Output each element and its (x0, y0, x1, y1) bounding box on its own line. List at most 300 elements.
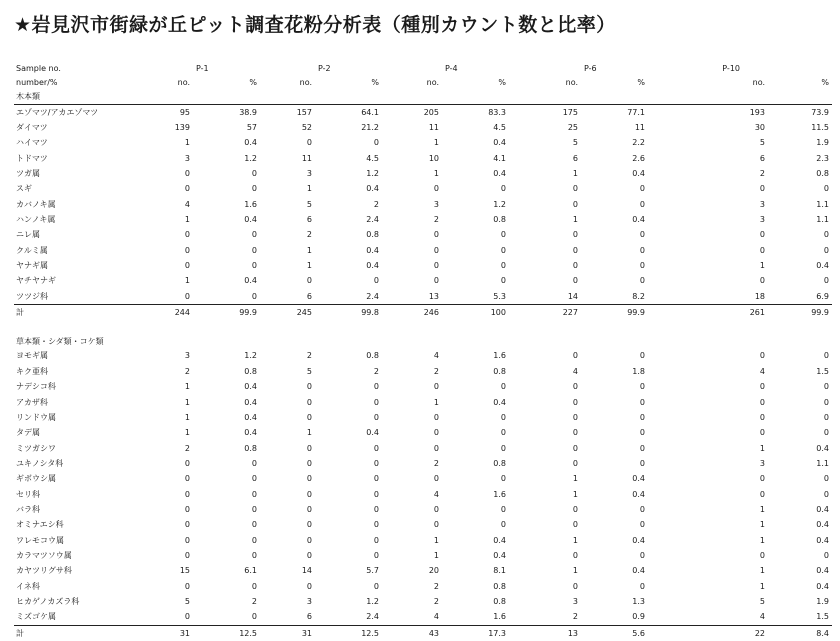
count-cell: 5 (509, 136, 581, 151)
percent-cell: 0.4 (768, 518, 832, 533)
row-label: ギボウシ属 (14, 472, 138, 487)
count-cell: 0 (382, 472, 442, 487)
percent-cell: 0 (315, 487, 382, 502)
table-row (14, 610, 832, 626)
count-cell: 0 (138, 243, 193, 258)
count-cell: 4 (648, 610, 768, 626)
percent-cell: 0.4 (768, 579, 832, 594)
table-row (14, 456, 832, 471)
percent-cell: 0 (442, 441, 509, 456)
count-cell: 0 (509, 518, 581, 533)
sample-no-label: Sample no. (14, 62, 138, 76)
pollen-table (14, 62, 832, 641)
count-cell: 0 (509, 349, 581, 364)
percent-cell: 0.4 (315, 182, 382, 197)
table-row (14, 380, 832, 395)
row-label: トドマツ (14, 151, 138, 166)
percent-cell: 4.1 (442, 151, 509, 166)
count-cell: 10 (382, 151, 442, 166)
percent-cell: 0.4 (193, 136, 260, 151)
row-label: カラマツソウ属 (14, 548, 138, 563)
count-cell: 2 (648, 166, 768, 181)
count-cell: 0 (138, 610, 193, 626)
percent-cell: 0.4 (768, 258, 832, 273)
percent-cell: 0 (315, 380, 382, 395)
count-cell: 31 (138, 626, 193, 641)
count-cell: 2 (138, 441, 193, 456)
header-row-samples (14, 62, 832, 76)
percent-cell: 64.1 (315, 105, 382, 121)
count-cell: 0 (648, 395, 768, 410)
percent-cell: 0 (768, 380, 832, 395)
row-label: バラ科 (14, 502, 138, 517)
count-cell: 0 (138, 502, 193, 517)
percent-cell: 0.4 (581, 533, 648, 548)
percent-cell: 0 (581, 258, 648, 273)
row-label: ナデシコ科 (14, 380, 138, 395)
count-cell: 31 (260, 626, 315, 641)
count-cell: 0 (648, 487, 768, 502)
percent-cell: 0.8 (442, 594, 509, 609)
percent-cell: 0 (193, 533, 260, 548)
count-cell: 13 (509, 626, 581, 641)
percent-cell: 0 (442, 243, 509, 258)
percent-cell: 1.1 (768, 197, 832, 212)
percent-cell: 0 (768, 410, 832, 425)
count-cell: 3 (138, 349, 193, 364)
count-cell: 0 (509, 380, 581, 395)
percent-cell: 1.6 (193, 197, 260, 212)
row-label: カバノキ属 (14, 197, 138, 212)
count-cell: 0 (648, 243, 768, 258)
percent-cell: 6.1 (193, 564, 260, 579)
table-row (14, 548, 832, 563)
percent-cell: 2 (193, 594, 260, 609)
percent-cell: 0.4 (768, 533, 832, 548)
count-cell: 0 (260, 441, 315, 456)
count-cell: 0 (382, 243, 442, 258)
percent-cell: 4.5 (442, 120, 509, 135)
count-cell: 0 (260, 410, 315, 425)
sample-p10-label: P-10 (648, 62, 768, 76)
table-row (14, 197, 832, 212)
count-cell: 1 (648, 518, 768, 533)
count-cell: 0 (382, 228, 442, 243)
count-cell: 0 (260, 579, 315, 594)
percent-cell: 0 (768, 228, 832, 243)
percent-cell: 1.2 (193, 151, 260, 166)
percent-cell: 0 (442, 518, 509, 533)
count-cell: 1 (382, 166, 442, 181)
percent-cell: 0 (315, 441, 382, 456)
percent-cell: 83.3 (442, 105, 509, 121)
percent-cell: 0.4 (193, 380, 260, 395)
percent-cell: 0.4 (193, 426, 260, 441)
count-cell: 0 (509, 426, 581, 441)
count-cell: 4 (382, 487, 442, 502)
table-row (14, 518, 832, 533)
percent-cell: 0.4 (581, 472, 648, 487)
percent-cell: 0 (315, 533, 382, 548)
percent-cell: 0 (193, 502, 260, 517)
table-row (14, 105, 832, 121)
percent-cell: 0.8 (315, 349, 382, 364)
row-label: タデ属 (14, 426, 138, 441)
percent-cell: 1.5 (768, 364, 832, 379)
percent-cell: 0.8 (315, 228, 382, 243)
row-label: 計 (14, 305, 138, 321)
percent-cell: 0 (581, 441, 648, 456)
count-cell: 4 (382, 610, 442, 626)
table-row (14, 258, 832, 273)
percent-cell: 0.4 (768, 441, 832, 456)
percent-cell: 0.8 (442, 579, 509, 594)
count-cell: 244 (138, 305, 193, 321)
percent-cell: 0 (193, 182, 260, 197)
percent-cell: 99.9 (193, 305, 260, 321)
percent-cell: 0 (581, 274, 648, 289)
percent-cell: 57 (193, 120, 260, 135)
count-cell: 3 (648, 197, 768, 212)
count-cell: 52 (260, 120, 315, 135)
table-row (14, 410, 832, 425)
row-label: ユキノシタ科 (14, 456, 138, 471)
row-label: 計 (14, 626, 138, 641)
count-cell: 0 (382, 410, 442, 425)
percent-cell: 1.9 (768, 136, 832, 151)
count-cell: 3 (382, 197, 442, 212)
count-cell: 0 (648, 472, 768, 487)
percent-cell: 0 (193, 166, 260, 181)
count-cell: 4 (382, 349, 442, 364)
percent-cell: 0 (581, 349, 648, 364)
section-label-herbs: 草本類・シダ類・コケ類 (14, 335, 138, 349)
percent-cell: 0 (768, 426, 832, 441)
row-label: ミツガシワ (14, 441, 138, 456)
percent-cell: 17.3 (442, 626, 509, 641)
percent-cell: 2 (315, 197, 382, 212)
count-cell: 0 (260, 533, 315, 548)
count-cell: 25 (509, 120, 581, 135)
count-cell: 5 (648, 136, 768, 151)
col-pct-label: % (581, 76, 648, 90)
count-cell: 0 (260, 380, 315, 395)
count-cell: 11 (382, 120, 442, 135)
table-row (14, 364, 832, 379)
count-cell: 1 (382, 548, 442, 563)
percent-cell: 0.4 (442, 166, 509, 181)
count-cell: 5 (138, 594, 193, 609)
count-cell: 2 (382, 579, 442, 594)
row-label: スギ (14, 182, 138, 197)
percent-cell: 0 (193, 456, 260, 471)
percent-cell: 0.4 (193, 212, 260, 227)
table-row (14, 274, 832, 289)
row-label: ダイマツ (14, 120, 138, 135)
percent-cell: 0 (442, 502, 509, 517)
percent-cell: 4.5 (315, 151, 382, 166)
col-pct-label: % (315, 76, 382, 90)
count-cell: 0 (138, 533, 193, 548)
count-cell: 0 (138, 487, 193, 502)
percent-cell: 2.6 (581, 151, 648, 166)
count-cell: 2 (138, 364, 193, 379)
row-label: エゾマツ/アカエゾマツ (14, 105, 138, 121)
count-cell: 5 (260, 364, 315, 379)
table-row (14, 228, 832, 243)
count-cell: 2 (260, 228, 315, 243)
count-cell: 0 (648, 380, 768, 395)
percent-cell: 0 (581, 456, 648, 471)
percent-cell: 1.9 (768, 594, 832, 609)
count-cell: 227 (509, 305, 581, 321)
percent-cell: 2.4 (315, 289, 382, 305)
count-cell: 1 (509, 472, 581, 487)
percent-cell: 0.8 (442, 212, 509, 227)
percent-cell: 0.4 (315, 426, 382, 441)
count-cell: 18 (648, 289, 768, 305)
count-cell: 1 (260, 243, 315, 258)
percent-cell: 0 (768, 395, 832, 410)
count-cell: 0 (260, 274, 315, 289)
row-label: リンドウ属 (14, 410, 138, 425)
percent-cell: 0 (193, 258, 260, 273)
count-cell: 0 (260, 518, 315, 533)
count-cell: 0 (509, 243, 581, 258)
table-body (14, 62, 832, 641)
percent-cell: 1.5 (768, 610, 832, 626)
count-cell: 1 (509, 487, 581, 502)
col-pct-label: % (193, 76, 260, 90)
percent-cell: 0.4 (581, 212, 648, 227)
count-cell: 0 (260, 548, 315, 563)
count-cell: 0 (648, 548, 768, 563)
count-cell: 0 (509, 274, 581, 289)
percent-cell: 0 (442, 228, 509, 243)
percent-cell: 0 (581, 243, 648, 258)
count-cell: 0 (648, 228, 768, 243)
count-cell: 139 (138, 120, 193, 135)
count-cell: 2 (382, 364, 442, 379)
percent-cell: 1.2 (442, 197, 509, 212)
col-no-label: no. (382, 76, 442, 90)
count-cell: 0 (509, 410, 581, 425)
count-cell: 5 (648, 594, 768, 609)
count-cell: 175 (509, 105, 581, 121)
row-label: アカザ科 (14, 395, 138, 410)
count-cell: 0 (509, 182, 581, 197)
count-cell: 0 (509, 228, 581, 243)
percent-cell: 0 (315, 579, 382, 594)
table-row (14, 579, 832, 594)
count-cell: 1 (648, 533, 768, 548)
percent-cell: 0 (315, 136, 382, 151)
col-no-label: no. (260, 76, 315, 90)
count-cell: 0 (382, 502, 442, 517)
count-cell: 1 (648, 258, 768, 273)
row-label: カヤツリグサ科 (14, 564, 138, 579)
count-cell: 0 (138, 518, 193, 533)
count-cell: 6 (648, 151, 768, 166)
count-cell: 0 (648, 410, 768, 425)
table-row (14, 594, 832, 609)
percent-cell: 0.4 (315, 243, 382, 258)
count-cell: 2 (382, 456, 442, 471)
percent-cell: 0 (193, 487, 260, 502)
percent-cell: 0.4 (442, 533, 509, 548)
table-row (14, 212, 832, 227)
count-cell: 1 (648, 564, 768, 579)
count-cell: 11 (260, 151, 315, 166)
count-cell: 1 (382, 136, 442, 151)
count-cell: 14 (260, 564, 315, 579)
percent-cell: 0 (315, 274, 382, 289)
percent-cell: 100 (442, 305, 509, 321)
count-cell: 20 (382, 564, 442, 579)
percent-cell: 0 (768, 548, 832, 563)
percent-cell: 1.3 (581, 594, 648, 609)
percent-cell: 0.4 (315, 258, 382, 273)
sample-p2-label: P-2 (315, 62, 382, 76)
percent-cell: 0.8 (768, 166, 832, 181)
row-label: ツツジ科 (14, 289, 138, 305)
count-cell: 0 (509, 258, 581, 273)
count-cell: 0 (138, 166, 193, 181)
row-label: オミナエシ科 (14, 518, 138, 533)
count-cell: 3 (648, 456, 768, 471)
sample-p6-label: P-6 (581, 62, 648, 76)
percent-cell: 0 (581, 410, 648, 425)
percent-cell: 1.1 (768, 212, 832, 227)
count-cell: 2 (382, 212, 442, 227)
percent-cell: 2.3 (768, 151, 832, 166)
percent-cell: 0.9 (581, 610, 648, 626)
total-row (14, 305, 832, 321)
row-label: キク亜科 (14, 364, 138, 379)
percent-cell: 6.9 (768, 289, 832, 305)
percent-cell: 0 (193, 579, 260, 594)
count-cell: 1 (260, 426, 315, 441)
count-cell: 205 (382, 105, 442, 121)
percent-cell: 0 (315, 502, 382, 517)
count-cell: 0 (509, 579, 581, 594)
row-label: ハイマツ (14, 136, 138, 151)
count-cell: 22 (648, 626, 768, 641)
number-pct-label: number/% (14, 76, 138, 90)
count-cell: 0 (648, 349, 768, 364)
table-row (14, 533, 832, 548)
count-cell: 0 (382, 182, 442, 197)
count-cell: 0 (382, 258, 442, 273)
count-cell: 3 (509, 594, 581, 609)
count-cell: 0 (138, 472, 193, 487)
count-cell: 157 (260, 105, 315, 121)
count-cell: 30 (648, 120, 768, 135)
percent-cell: 5.3 (442, 289, 509, 305)
percent-cell: 0 (315, 518, 382, 533)
count-cell: 2 (260, 349, 315, 364)
percent-cell: 0 (768, 487, 832, 502)
percent-cell: 0 (442, 182, 509, 197)
percent-cell: 0 (315, 456, 382, 471)
count-cell: 0 (260, 395, 315, 410)
percent-cell: 0 (581, 197, 648, 212)
percent-cell: 2.4 (315, 212, 382, 227)
percent-cell: 21.2 (315, 120, 382, 135)
page-title: ★岩見沢市街緑が丘ピット調査花粉分析表（種別カウント数と比率） (14, 10, 616, 37)
percent-cell: 0 (768, 349, 832, 364)
count-cell: 0 (509, 548, 581, 563)
percent-cell: 0 (315, 548, 382, 563)
table-row (14, 151, 832, 166)
row-label: セリ科 (14, 487, 138, 502)
count-cell: 0 (648, 426, 768, 441)
count-cell: 1 (382, 395, 442, 410)
count-cell: 1 (648, 441, 768, 456)
percent-cell: 1.2 (315, 594, 382, 609)
count-cell: 0 (509, 502, 581, 517)
percent-cell: 0.4 (581, 564, 648, 579)
percent-cell: 0 (442, 380, 509, 395)
count-cell: 1 (260, 258, 315, 273)
percent-cell: 0.4 (193, 395, 260, 410)
percent-cell: 0.8 (193, 364, 260, 379)
col-no-label: no. (509, 76, 581, 90)
header-row-units (14, 76, 832, 90)
count-cell: 261 (648, 305, 768, 321)
percent-cell: 0 (581, 579, 648, 594)
percent-cell: 11 (581, 120, 648, 135)
percent-cell: 0 (442, 258, 509, 273)
count-cell: 5 (260, 197, 315, 212)
count-cell: 3 (260, 594, 315, 609)
row-label: ヒカゲノカズラ科 (14, 594, 138, 609)
percent-cell: 0 (768, 274, 832, 289)
percent-cell: 0.4 (768, 564, 832, 579)
percent-cell: 0 (581, 395, 648, 410)
percent-cell: 0 (193, 289, 260, 305)
col-pct-label: % (768, 76, 832, 90)
table-row (14, 136, 832, 151)
count-cell: 1 (648, 579, 768, 594)
count-cell: 0 (260, 472, 315, 487)
table-row (14, 441, 832, 456)
percent-cell: 1.2 (193, 349, 260, 364)
percent-cell: 0.4 (442, 395, 509, 410)
percent-cell: 0.4 (442, 548, 509, 563)
count-cell: 95 (138, 105, 193, 121)
percent-cell: 1.2 (315, 166, 382, 181)
percent-cell: 8.2 (581, 289, 648, 305)
percent-cell: 0.4 (768, 502, 832, 517)
count-cell: 0 (648, 182, 768, 197)
sample-p1-label: P-1 (193, 62, 260, 76)
count-cell: 0 (382, 380, 442, 395)
count-cell: 1 (138, 274, 193, 289)
count-cell: 0 (138, 456, 193, 471)
percent-cell: 8.1 (442, 564, 509, 579)
count-cell: 4 (648, 364, 768, 379)
count-cell: 3 (648, 212, 768, 227)
percent-cell: 1.6 (442, 610, 509, 626)
percent-cell: 0 (768, 472, 832, 487)
percent-cell: 2.4 (315, 610, 382, 626)
sample-p4-label: P-4 (442, 62, 509, 76)
count-cell: 245 (260, 305, 315, 321)
count-cell: 0 (509, 456, 581, 471)
percent-cell: 0 (581, 228, 648, 243)
count-cell: 1 (509, 564, 581, 579)
